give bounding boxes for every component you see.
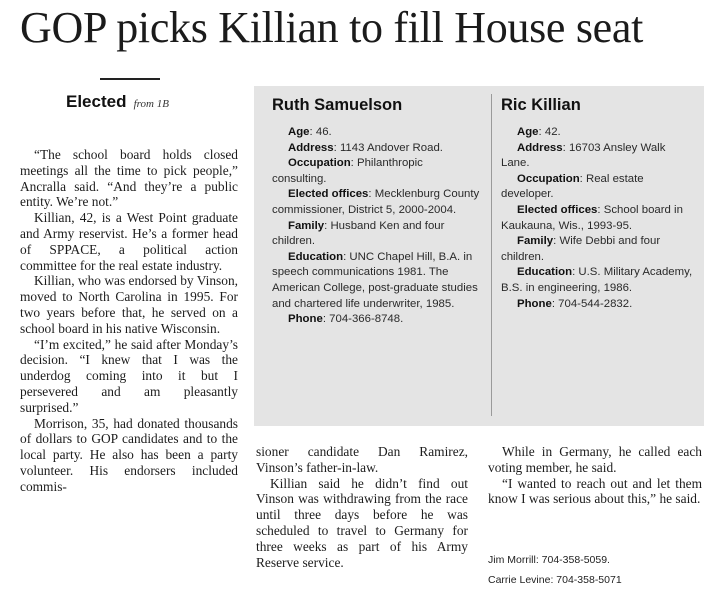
entry-label: Address [288,141,334,154]
profile-entry-family: Family: Husband Ken and four children. [272,219,445,248]
contact-line: Jim Morrill: 704-358-5059. [488,554,610,566]
paragraph: “I’m excited,” he said after Monday’s decision. “I knew that I was the underdog coming into it but I persevered and am pleasantly surprised.” [20,336,238,415]
entry-value: School board in Kaukauna, Wis., 1993-95. [501,203,683,232]
entry-value: 704-366-8748. [329,313,404,326]
profile-ric-killian [501,96,696,312]
entry-label: Education [288,250,344,263]
entry-value: 16703 Ansley Walk Lane. [501,141,666,170]
entry-label: Occupation [288,157,351,170]
entry-label: Elected offices [517,203,598,216]
entry-value: 46. [315,126,332,138]
entry-label: Age [288,126,310,138]
article-column-3 [488,444,702,507]
article-column-1 [20,147,238,495]
entry-value: Real estate developer. [501,172,644,201]
entry-value: U.S. Military Academy, B.S. in engineering, 1986. [501,266,693,294]
profile-entry-address: Address: 16703 Ansley Walk Lane. [501,141,666,170]
paragraph: Killian said he didn’t find out Vinson was withdrawing from the race until three days before he was scheduled to travel to Germany for three weeks as part of his Army Reserve service. [256,475,468,570]
profile-entry-phone: Phone: 704-544-2832. [517,297,633,310]
contact-line: Carrie Levine: 704-358-5071 [488,574,622,586]
profile-entry-family: Family: Wife Debbi and four children. [501,235,661,263]
profile-entry-occupation: Occupation: Philanthropic consulting. [272,157,423,185]
entry-value: Philanthropic consulting. [272,157,423,185]
paragraph: Killian, 42, is a West Point graduate and Army reservist. He’s a former head of SPPACE, a political action committee for the real estate industry. [20,210,238,273]
entry-label: Phone [288,313,323,326]
profile-entry-education: Education: UNC Chapel Hill, B.A. in speech communications 1981. The American College, post-graduate studies and chartered life underwriter, 1985. [272,250,478,310]
profile-name: Ruth Samuelson [272,96,403,114]
paragraph: Morrison, 35, had donated thousands of dollars to GOP candidates and to the local party. He also has been a party volunteer. His endorsers included commis- [20,415,238,494]
entry-value: 42. [544,126,561,138]
profile-ruth-samuelson [272,96,480,328]
entry-value: 1143 Andover Road. [339,141,443,154]
entry-label: Family [288,219,325,232]
entry-label: Family [517,235,554,248]
entry-label: Occupation [517,172,580,185]
entry-label: Age [517,126,539,138]
jump-kicker [66,92,246,112]
entry-value: UNC Chapel Hill, B.A. in speech communications 1981. The American College, post-graduate studies and chartered life underwriter, 1985. [272,250,478,310]
entry-label: Phone [517,297,552,310]
profile-entry-age: Age: 46. [288,126,332,138]
profile-divider [491,94,492,416]
entry-value: Husband Ken and four children. [272,219,445,248]
reporter-contacts [488,550,702,590]
paragraph: “The school board holds closed meetings all the time to pick people,” Ancralla said. “And they’re a public entity. We’re not.” [20,147,238,210]
profile-entry-elected-offices: Elected offices: School board in Kaukauna, Wis., 1993-95. [501,203,683,232]
entry-value: 704-544-2832. [558,297,633,310]
entry-value: Mecklenburg County commissioner, District 5, 2000-2004. [272,188,480,216]
profile-entry-phone: Phone: 704-366-8748. [288,313,404,326]
entry-label: Address [517,141,563,154]
paragraph: While in Germany, he called each voting member, he said. [488,444,702,475]
entry-label: Elected offices [288,188,369,201]
profile-entry-age: Age: 42. [517,126,561,138]
kicker-jump-reference: from 1B [133,98,169,110]
article-column-2 [256,444,468,570]
paragraph: Killian, who was endorsed by Vinson, moved to North Carolina in 1995. For two years before that, he served on a school board in his native Wisconsin. [20,273,238,336]
kicker-label: Elected [66,92,127,111]
entry-label: Education [517,266,573,279]
headline: GOP picks Killian to fill House seat [20,3,644,52]
profile-entry-education: Education: U.S. Military Academy, B.S. in engineering, 1986. [501,266,693,294]
profile-name: Ric Killian [501,96,581,114]
section-rule [100,78,160,80]
profile-entry-elected-offices: Elected offices: Mecklenburg County commissioner, District 5, 2000-2004. [272,188,480,216]
profile-entry-occupation: Occupation: Real estate developer. [501,172,644,201]
paragraph: “I wanted to reach out and let them know I was serious about this,” he said. [488,475,702,507]
profile-entry-address: Address: 1143 Andover Road. [288,141,443,154]
paragraph: sioner candidate Dan Ramirez, Vinson’s father-in-law. [256,444,468,475]
entry-value: Wife Debbi and four children. [501,235,661,263]
